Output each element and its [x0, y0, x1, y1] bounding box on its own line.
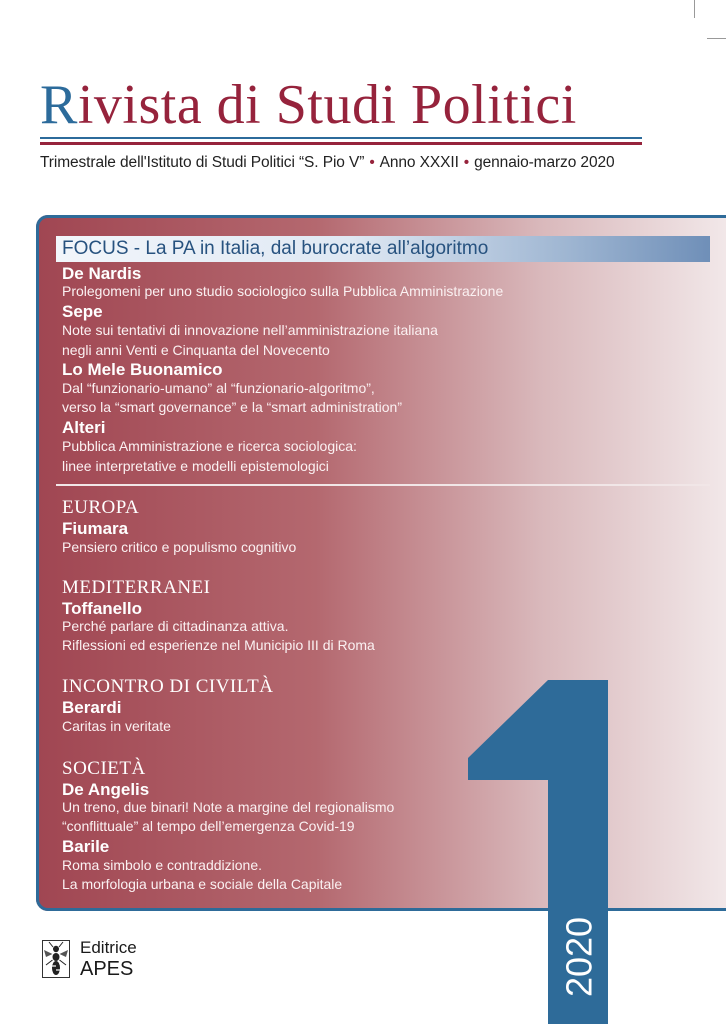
- entry-title: Un treno, due binari! Note a margine del regionalismo: [62, 799, 395, 815]
- entry-author: De Nardis: [62, 264, 142, 283]
- section-divider: [56, 484, 710, 486]
- crop-mark-horizontal: [707, 38, 726, 39]
- section-heading: EUROPA: [62, 497, 140, 518]
- entry-title: verso la “smart governance” e la “smart administration”: [62, 399, 403, 415]
- publisher-name: APES: [80, 958, 134, 980]
- entry-author: Lo Mele Buonamico: [62, 360, 223, 379]
- entry-author: Toffanello: [62, 599, 142, 618]
- entry-title: negli anni Venti e Cinquanta del Novecento: [62, 342, 330, 358]
- entry-title: Pubblica Amministrazione e ricerca sociologica:: [62, 438, 357, 454]
- entry-title: La morfologia urbana e sociale della Capitale: [62, 876, 343, 892]
- bee-icon: [42, 940, 70, 978]
- entry-author: De Angelis: [62, 780, 150, 799]
- entry-title: Roma simbolo e contraddizione.: [62, 857, 262, 873]
- entry-title: Perché parlare di cittadinanza attiva.: [62, 618, 289, 634]
- subtitle-bullet: •: [463, 154, 470, 171]
- entry-title: Prolegomeni per uno studio sociologico sulla Pubblica Amministrazione: [62, 283, 504, 299]
- entry-author: Berardi: [62, 698, 122, 717]
- entry-author: Barile: [62, 837, 110, 856]
- crop-mark-vertical: [694, 0, 695, 18]
- masthead-rule-red: [40, 142, 642, 145]
- subtitle-year: Anno XXXII: [379, 154, 459, 171]
- entry-author: Fiumara: [62, 519, 129, 538]
- subtitle-period: gennaio-marzo 2020: [474, 154, 615, 171]
- entry-author: Alteri: [62, 418, 106, 437]
- entry-title: Pensiero critico e populismo cognitivo: [62, 539, 297, 555]
- issue-year: [550, 912, 608, 1002]
- entry-title: Caritas in veritate: [62, 718, 171, 734]
- journal-title-initial: R: [40, 74, 78, 136]
- section-heading: SOCIETÀ: [62, 758, 146, 779]
- masthead-rule-blue: [40, 137, 642, 139]
- section-heading: MEDITERRANEI: [62, 577, 211, 598]
- entry-author: Sepe: [62, 302, 103, 321]
- subtitle-bullet: •: [369, 154, 375, 171]
- issue-year-text: 2020: [558, 916, 600, 998]
- entry-title: linee interpretative e modelli epistemologici: [62, 458, 329, 474]
- journal-title-rest: ivista di Studi Politici: [77, 74, 577, 136]
- journal-subtitle: [40, 154, 615, 172]
- publisher-label: Editrice: [80, 938, 137, 957]
- section-heading: INCONTRO DI CIVILTÀ: [62, 676, 274, 697]
- subtitle-publisher: Trimestrale dell'Istituto di Studi Politici “S. Pio V”: [40, 154, 365, 171]
- entry-title: Note sui tentativi di innovazione nell’amministrazione italiana: [62, 322, 438, 338]
- journal-title: [40, 74, 577, 136]
- entry-title: Riflessioni ed esperienze nel Municipio III di Roma: [62, 637, 375, 653]
- entry-title: Dal “funzionario-umano” al “funzionario-algoritmo”,: [62, 380, 375, 396]
- focus-title: FOCUS - La PA in Italia, dal burocrate all’algoritmo: [62, 238, 489, 259]
- entry-title: “conflittuale” al tempo dell’emergenza Covid-19: [62, 818, 355, 834]
